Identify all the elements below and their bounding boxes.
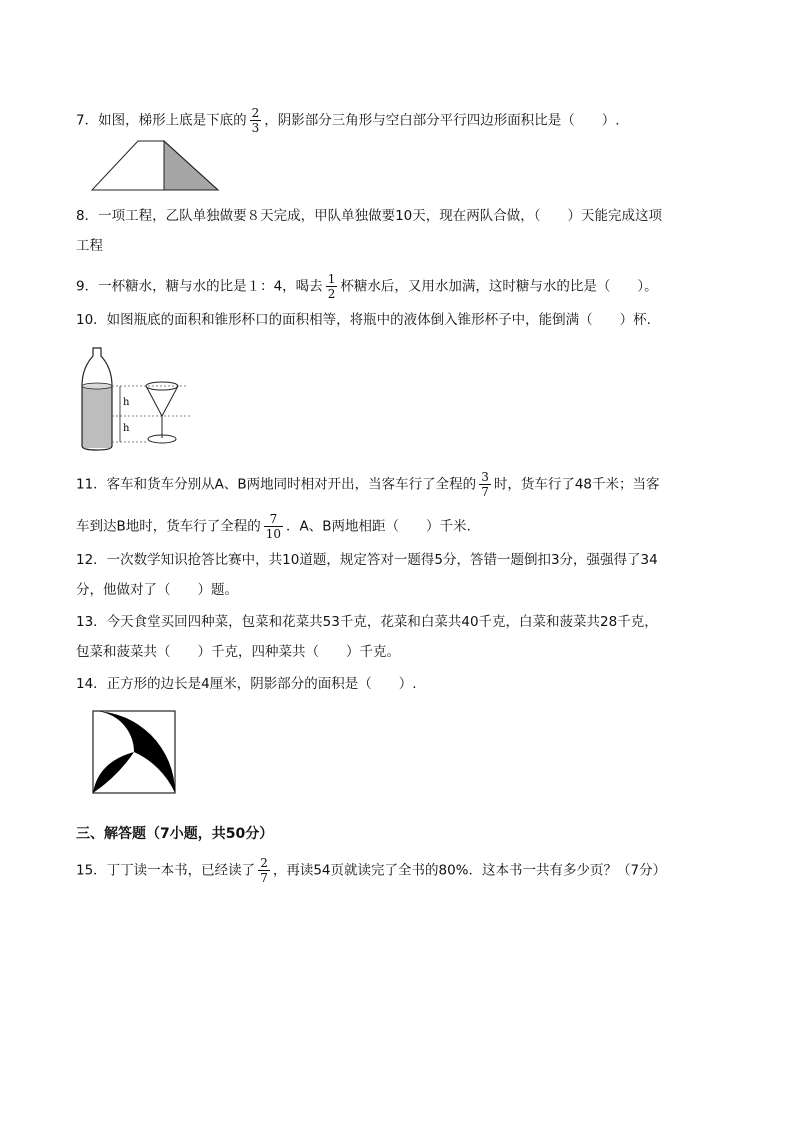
question-10: 10．如图瓶底的面积和锥形杯口的面积相等，将瓶中的液体倒入锥形杯子中，能倒满（ ）杯.	[76, 312, 651, 328]
height-label-top: h	[123, 397, 130, 408]
question-12-line-1: 12．一次数学知识抢答比赛中，共10道题，规定答对一题得5分，答错一题倒扣3分，强强得了34	[76, 552, 658, 568]
q15-text-start: 15．丁丁读一本书，已经读了	[76, 862, 256, 879]
section-3-heading: 三、解答题（7小题，共50分）	[76, 826, 274, 842]
q9-text-end: 杯糖水后，又用水加满，这时糖与水的比是（ ）。	[340, 278, 658, 295]
trapezoid-figure	[90, 140, 220, 192]
shaded-lens-left	[93, 752, 134, 793]
bottle-liquid	[82, 386, 112, 448]
q11-fraction-1: $\frac{3}{7}$	[481, 470, 489, 499]
q9-text-start: 9．一杯糖水，糖与水的比是１：4，喝去	[76, 278, 323, 295]
q9-fraction: $\frac{1}{2}$	[327, 272, 336, 301]
question-15	[76, 856, 666, 885]
q11-text-start: 11．客车和货车分别从A、B两地同时相对开出，当客车行了全程的	[76, 476, 477, 493]
question-11-line-2	[76, 512, 471, 541]
bottle-and-cone-cup-figure	[78, 346, 198, 454]
q15-text-end: ，再读54页就读完了全书的80%．这本书一共有多少页？（7分）	[272, 862, 667, 879]
question-11-line-1	[76, 470, 660, 499]
question-7	[76, 106, 620, 135]
question-13-line-1: 13．今天食堂买回四种菜，包菜和花菜共53千克，花菜和白菜共40千克，白菜和菠菜共28千克，	[76, 614, 658, 630]
bottle-liquid-top	[82, 383, 112, 389]
q7-fraction: $\frac{2}{3}$	[251, 106, 260, 135]
q7-text-end: ，阴影部分三角形与空白部分平行四边形面积比是（ ）.	[264, 112, 620, 129]
question-8-line-2: 工程	[76, 238, 103, 254]
q11-line2-start: 车到达B地时，货车行了全程的	[76, 518, 261, 535]
question-9	[76, 272, 658, 301]
question-14: 14．正方形的边长是4厘米，阴影部分的面积是（ ）.	[76, 676, 417, 692]
square-with-shaded-petals-figure	[92, 710, 176, 794]
q11-line2-end: ．A、B两地相距（ ）千米.	[286, 518, 471, 535]
q11-text-mid: 时，货车行了48千米；当客	[493, 476, 660, 493]
q7-text-start: 7．如图，梯形上底是下底的	[76, 112, 247, 129]
q11-fraction-2: $\frac{7}{10}$	[265, 512, 282, 541]
height-label-bottom: h	[123, 423, 130, 434]
question-12-line-2: 分，他做对了（ ）题。	[76, 582, 238, 598]
question-8-line-1: 8．一项工程，乙队单独做要８天完成，甲队单独做要10天，现在两队合做，（ ）天能完成这项	[76, 208, 663, 224]
question-13-line-2: 包菜和菠菜共（ ）千克，四种菜共（ ）千克。	[76, 644, 400, 660]
q15-fraction: $\frac{2}{7}$	[260, 856, 268, 885]
